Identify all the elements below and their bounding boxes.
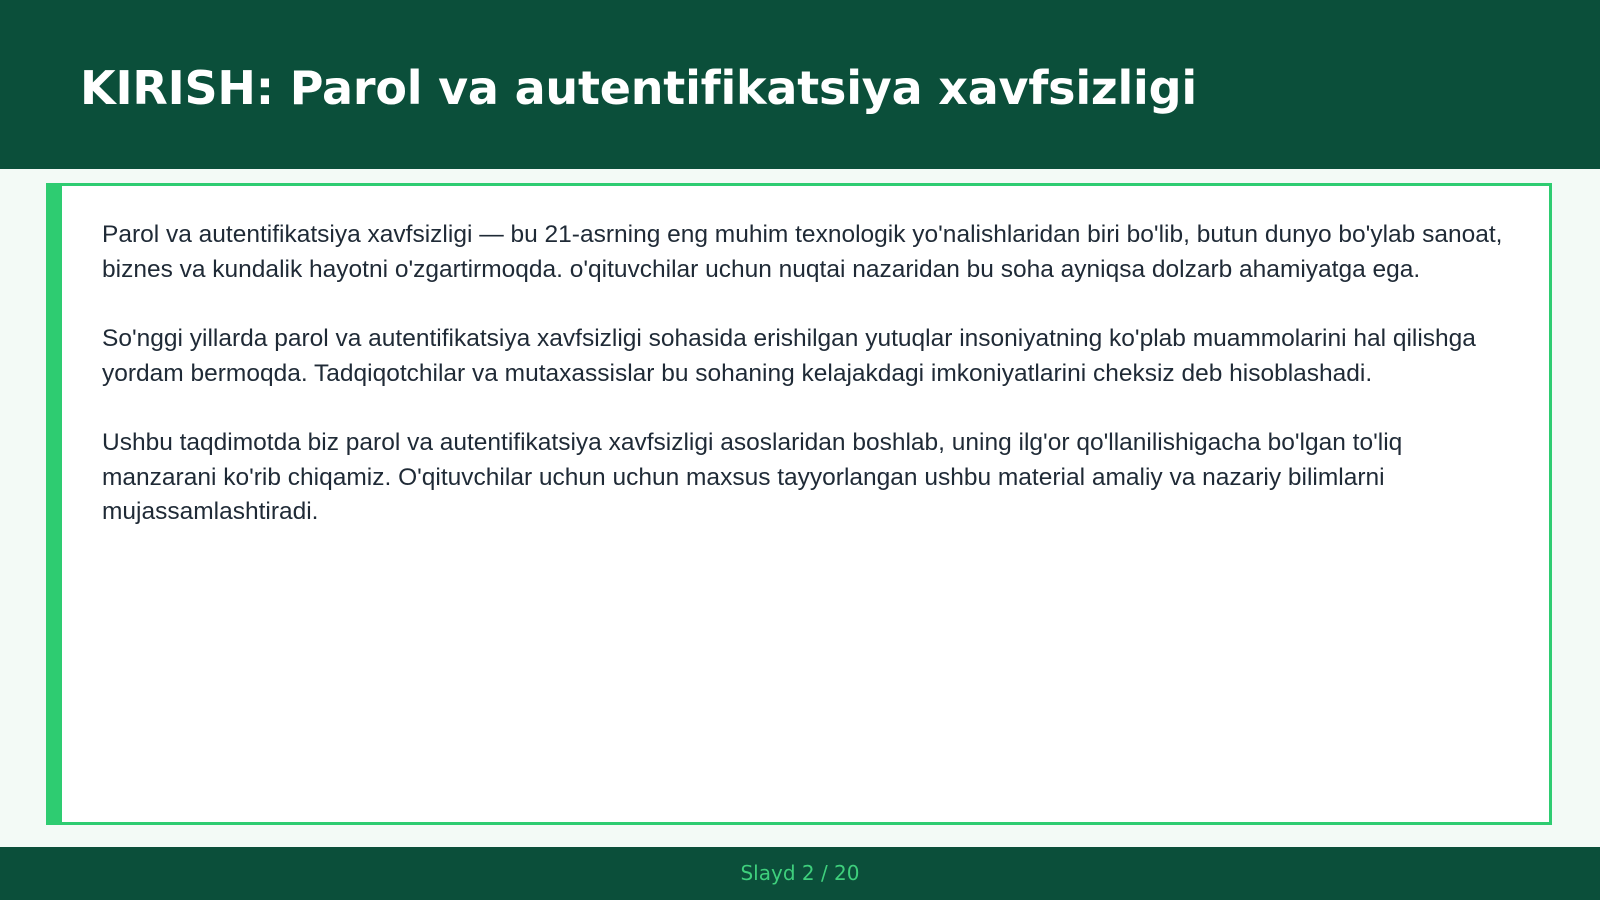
paragraph-achievements: So'nggi yillarda parol va autentifikatsiya xavfsizligi sohasida erishilgan yutuqlar insoniyatning ko'plab muammolarini hal qilishga yordam bermoqda. Tadqiqotchilar va mutaxassislar bu sohaning kelajakdagi imkoniyatlarini cheksiz deb hisoblashadi.	[102, 325, 1476, 387]
content-card	[46, 183, 1552, 825]
paragraph-intro: Parol va autentifikatsiya xavfsizligi — bu 21-asrning eng muhim texnologik yo'nalishlaridan biri bo'lib, butun dunyo bo'ylab sanoat, biznes va kundalik hayotni o'zgartirmoqda. o'qituvchilar uchun nuqtai nazaridan bu soha ayniqsa dolzarb ahamiyatga ega.	[102, 221, 1503, 283]
paragraph-overview: Ushbu taqdimotda biz parol va autentifikatsiya xavfsizligi asoslaridan boshlab, uning ilg'or qo'llanilishigacha bo'lgan to'liq manzarani ko'rib chiqamiz. O'qituvchilar uchun uchun maxsus tayyorlangan ushbu material amaliy va nazariy bilimlarni mujassamlashtiradi.	[102, 429, 1403, 525]
slide-counter: Slayd 2 / 20	[740, 861, 860, 885]
slide-title: KIRISH: Parol va autentifikatsiya xavfsizligi	[80, 61, 1197, 115]
slide-header	[0, 0, 1600, 169]
slide-footer	[0, 847, 1600, 900]
content-body	[102, 218, 1522, 565]
